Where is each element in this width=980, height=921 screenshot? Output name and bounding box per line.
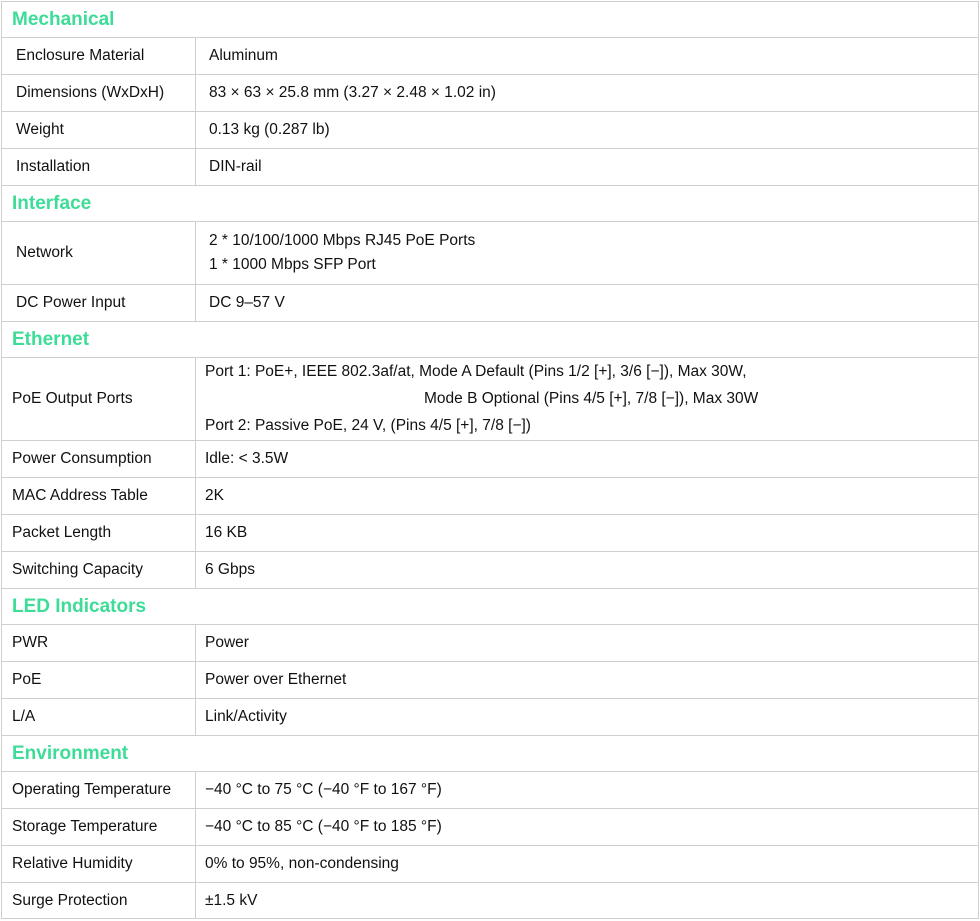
spec-row-pwr — [2, 624, 978, 661]
spec-label: Weight — [2, 112, 196, 148]
spec-row-dimensions — [2, 74, 978, 111]
spec-row-network — [2, 221, 978, 284]
spec-value — [196, 222, 978, 284]
spec-row-la — [2, 698, 978, 735]
spec-value — [196, 625, 978, 661]
spec-value-text: 0.13 kg (0.287 lb) — [209, 121, 330, 138]
spec-value — [196, 699, 978, 735]
spec-label: Dimensions (WxDxH) — [2, 75, 196, 111]
spec-label: Switching Capacity — [2, 552, 196, 588]
spec-value-text: Power — [205, 634, 249, 651]
spec-row-dc-power-input — [2, 284, 978, 321]
spec-label: Packet Length — [2, 515, 196, 551]
spec-value-line: Mode B Optional (Pins 4/5 [+], 7/8 [−]), Max 30W — [424, 390, 759, 407]
spec-value — [196, 662, 978, 698]
section-title-ethernet: Ethernet — [2, 321, 978, 357]
spec-value — [196, 285, 978, 321]
spec-value-text: 2K — [205, 487, 224, 504]
spec-row-switching-capacity — [2, 551, 978, 588]
spec-value-text: DIN-rail — [209, 158, 262, 175]
spec-value-text: 6 Gbps — [205, 561, 255, 578]
spec-value — [196, 149, 978, 185]
spec-value-line: 1 * 1000 Mbps SFP Port — [209, 256, 376, 273]
spec-value-text: Link/Activity — [205, 708, 287, 725]
spec-value-text: Power over Ethernet — [205, 671, 347, 688]
spec-label: Operating Temperature — [2, 772, 196, 808]
spec-value-text: Idle: < 3.5W — [205, 450, 289, 467]
spec-value — [196, 112, 978, 148]
spec-value — [196, 846, 978, 882]
spec-row-installation — [2, 148, 978, 185]
spec-row-mac-address-table — [2, 477, 978, 514]
spec-value — [196, 772, 978, 808]
spec-label: Power Consumption — [2, 441, 196, 477]
section-title-mechanical: Mechanical — [2, 1, 978, 37]
section-title-interface: Interface — [2, 185, 978, 221]
spec-value-line: Port 1: PoE+, IEEE 802.3af/at, Mode A Default (Pins 1/2 [+], 3/6 [−]), Max 30W, — [205, 363, 747, 380]
spec-value — [196, 552, 978, 588]
spec-value — [196, 883, 978, 918]
spec-label: Network — [2, 222, 196, 284]
spec-row-power-consumption — [2, 440, 978, 477]
spec-value-line: 2 * 10/100/1000 Mbps RJ45 PoE Ports — [209, 232, 476, 249]
spec-value — [196, 38, 978, 74]
spec-row-poe-output-ports — [2, 357, 978, 440]
spec-row-relative-humidity — [2, 845, 978, 882]
spec-value-text: DC 9–57 V — [209, 294, 285, 311]
spec-row-surge-protection — [2, 882, 978, 919]
spec-value — [196, 478, 978, 514]
spec-row-enclosure-material — [2, 37, 978, 74]
spec-value-text: ±1.5 kV — [205, 891, 258, 909]
spec-table — [1, 1, 979, 919]
spec-label: DC Power Input — [2, 285, 196, 321]
spec-value — [196, 358, 978, 440]
spec-value-line: Port 2: Passive PoE, 24 V, (Pins 4/5 [+], 7/8 [−]) — [205, 417, 531, 434]
spec-label: Enclosure Material — [2, 38, 196, 74]
spec-row-weight — [2, 111, 978, 148]
spec-value — [196, 809, 978, 845]
spec-value — [196, 75, 978, 111]
spec-row-operating-temperature — [2, 771, 978, 808]
spec-label: MAC Address Table — [2, 478, 196, 514]
spec-label: L/A — [2, 699, 196, 735]
section-title-led-indicators: LED Indicators — [2, 588, 978, 624]
spec-label: PoE — [2, 662, 196, 698]
spec-row-packet-length — [2, 514, 978, 551]
spec-label: Storage Temperature — [2, 809, 196, 845]
spec-value — [196, 441, 978, 477]
spec-value-text: 16 KB — [205, 524, 248, 541]
spec-row-storage-temperature — [2, 808, 978, 845]
spec-row-poe — [2, 661, 978, 698]
spec-label: Installation — [2, 149, 196, 185]
spec-label: PWR — [2, 625, 196, 661]
section-title-environment: Environment — [2, 735, 978, 771]
spec-label: Surge Protection — [2, 883, 196, 918]
spec-value-text: Aluminum — [209, 47, 278, 64]
spec-value-text: −40 °C to 85 °C (−40 °F to 185 °F) — [205, 818, 442, 835]
spec-label: Relative Humidity — [2, 846, 196, 882]
spec-label: PoE Output Ports — [2, 358, 196, 440]
spec-value-text: −40 °C to 75 °C (−40 °F to 167 °F) — [205, 781, 442, 798]
spec-value — [196, 515, 978, 551]
spec-value-text: 0% to 95%, non-condensing — [205, 855, 399, 872]
spec-value-text: 83 × 63 × 25.8 mm (3.27 × 2.48 × 1.02 in) — [209, 84, 496, 101]
